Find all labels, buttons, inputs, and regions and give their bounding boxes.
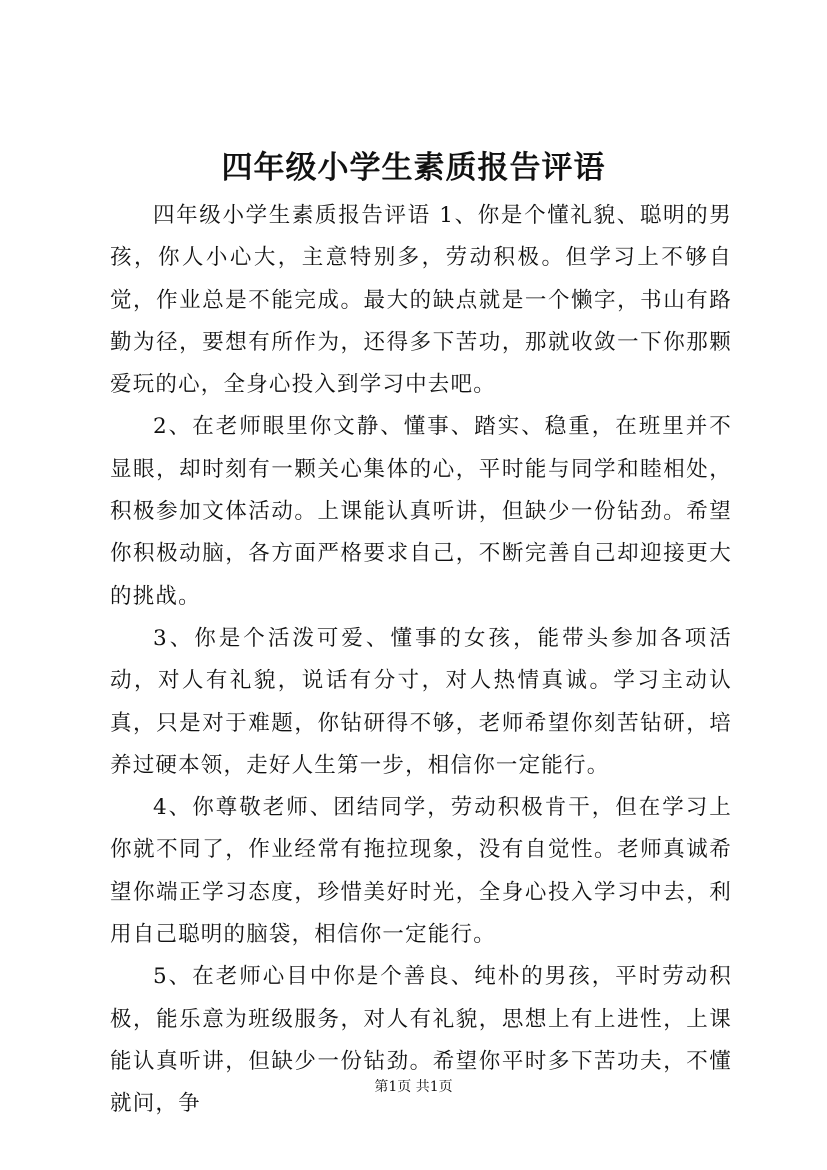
page-indicator: 第1页 共1页	[374, 1079, 453, 1095]
paragraph-3: 3、你是个活泼可爱、懂事的女孩，能带头参加各项活动，对人有礼貌，说话有分寸，对人热情真诚。学习主动认真，只是对于难题，你钻研得不够，老师希望你刻苦钻研，培养过硬本领，走好人生第一步，相信你一定能行。	[110, 625, 732, 778]
paragraph-1: 四年级小学生素质报告评语 1、你是个懂礼貌、聪明的男孩，你人小心大，主意特别多，劳动积极。但学习上不够自觉，作业总是不能完成。最大的缺点就是一个懒字，书山有路勤为径，要想有所作为，还得多下苦功，那就收敛一下你那颗爱玩的心，全身心投入到学习中去吧。	[110, 203, 732, 398]
document-title: 四年级小学生素质报告评语	[221, 150, 606, 186]
paragraph-4: 4、你尊敬老师、团结同学，劳动积极肯干，但在学习上你就不同了，作业经常有拖拉现象，没有自觉性。老师真诚希望你端正学习态度，珍惜美好时光，全身心投入学习中去，利用自己聪明的脑袋，相信你一定能行。	[110, 795, 732, 948]
document-body	[110, 195, 732, 1126]
paragraph-5: 5、在老师心目中你是个善良、纯朴的男孩，平时劳动积极，能乐意为班级服务，对人有礼貌，思想上有上进性，上课能认真听讲，但缺少一份钻劲。希望你平时多下苦功夫，不懂就问，争	[110, 964, 732, 1117]
paragraph-2: 2、在老师眼里你文静、懂事、踏实、稳重，在班里并不显眼，却时刻有一颗关心集体的心，平时能与同学和睦相处，积极参加文体活动。上课能认真听讲，但缺少一份钻劲。希望你积极动脑，各方面严格要求自己，不断完善自己却迎接更大的挑战。	[110, 414, 732, 609]
page-footer	[0, 1077, 827, 1097]
